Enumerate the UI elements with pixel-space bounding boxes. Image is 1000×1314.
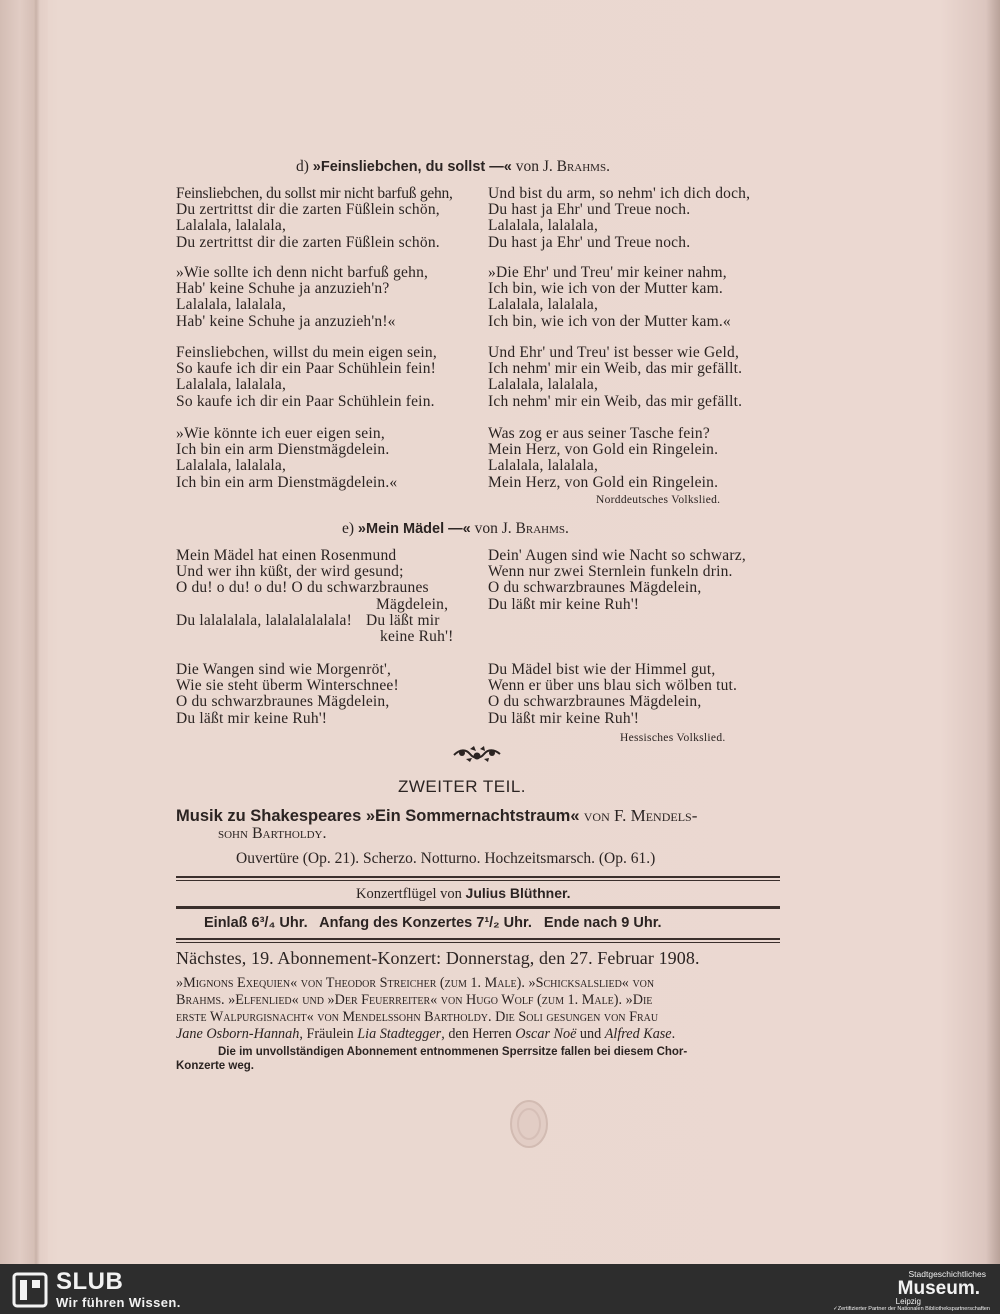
song-e-right-stanza-2 [488,662,737,727]
verse-line: Lalalala, lalalala, [488,457,599,475]
verse-line: Mein Herz, von Gold ein Ringelein. [488,441,719,459]
song-d-left-stanza-4 [176,426,397,491]
song-d-composer: J. Brahms. [542,158,610,175]
verse-line: keine Ruh'! [380,628,454,646]
verse-line: Ich bin ein arm Dienstmägdelein. [176,441,390,459]
verse-line: Wenn er über uns blau sich wölben tut. [488,677,738,695]
program-line: erste Walpurgisnacht« von Mendelssohn Bartholdy. Die Soli gesungen von Frau [176,1009,659,1025]
verse-line: Hab' keine Schuhe ja anzuzieh'n? [176,280,390,298]
song-e-by: von [470,520,502,537]
soloist-name: Lia Stadtegger [357,1026,442,1042]
page-edge-shadow [986,0,1000,1264]
work-title: Musik zu Shakespeares »Ein Sommernachtstraum« [176,807,580,825]
verse-line: O du schwarzbraunes Mägdelein, [488,579,702,597]
piano-note [356,885,571,903]
verse-line: Du Mädel bist wie der Himmel gut, [488,661,716,678]
program-text: und [576,1026,605,1042]
verse-line: Mägdelein, [376,595,449,613]
page-fold [0,0,48,1264]
piano-maker: Julius Blüthner. [465,885,571,901]
work-by-continued: sohn Bartholdy. [218,825,327,842]
verse-line: Und wer ihn küßt, der wird gesund; [176,563,404,581]
part-two-title: ZWEITER TEIL. [398,777,527,796]
song-e-heading [342,520,569,538]
verse-line: Lalalala, lalalala, [488,376,599,394]
verse-line: Du hast ja Ehr' und Treue noch. [488,201,691,219]
song-e-composer: J. Brahms. [501,520,569,537]
song-d-left-stanza-1 [176,186,453,251]
verse-line [176,613,453,629]
next-concert-program [176,975,675,1043]
verse-line: Lalalala, lalalala, [176,217,287,235]
song-d-left-stanza-3 [176,345,437,410]
verse-line: »Wie sollte ich denn nicht barfuß gehn, [176,264,429,281]
verse-line: Mein Herz, von Gold ein Ringelein. [488,473,719,491]
notice-line: Konzerte weg. [176,1060,254,1072]
verse-line: Lalalala, lalalala, [176,376,287,394]
verse-line: O du schwarzbraunes Mägdelein, [488,693,702,711]
verse-line: Feinsliebchen, du sollst mir nicht barfuß gehn, [176,185,453,202]
seat-notice [176,1045,687,1073]
divider [176,876,780,878]
verse-line-part: Du lalalalala, lalalalalalala! [176,611,352,629]
concert-times: Einlaß 6³/₄ Uhr. Anfang des Konzertes 7¹/₂ Uhr. Ende nach 9 Uhr. [204,915,662,931]
work-by: von F. Mendels- [579,806,698,825]
verse-line: Wenn nur zwei Sternlein funkeln drin. [488,563,733,581]
verse-line: Ich bin, wie ich von der Mutter kam.« [488,312,731,330]
verse-line: Du zertrittst dir die zarten Füßlein schön, [176,201,440,219]
footer-bar [0,1264,1000,1314]
verse-line: So kaufe ich dir ein Paar Schühlein fein. [176,392,435,410]
program-text: , Fräulein [299,1026,358,1042]
verse-line: Lalalala, lalalala, [488,296,599,314]
program-line: Brahms. »Elfenlied« und »Der Feuerreiter« von Hugo Wolf (zum 1. Male). »Die [176,992,653,1008]
museum-partner [833,1306,990,1312]
verse-line: Lalalala, lalalala, [176,296,287,314]
verse-line: So kaufe ich dir ein Paar Schühlein fein! [176,360,436,378]
verse-line: Ich nehm' mir ein Weib, das mir gefällt. [488,392,743,410]
verse-line: O du schwarzbraunes Mägdelein, [176,693,390,711]
verse-line: Ich nehm' mir ein Weib, das mir gefällt. [488,360,743,378]
verse-line: Du läßt mir keine Ruh'! [176,709,328,727]
verse-line: Mein Mädel hat einen Rosenmund [176,547,397,564]
verse-line: Du läßt mir keine Ruh'! [488,595,640,613]
verse-line: Ich bin ein arm Dienstmägdelein.« [176,473,398,491]
verse-line: O du! o du! o du! O du schwarzbraunes [176,579,429,597]
verse-line: Dein' Augen sind wie Nacht so schwarz, [488,547,746,564]
song-d-attribution: Norddeutsches Volkslied. [596,494,721,506]
piano-note-prefix: Konzertflügel von [356,886,466,902]
verse-line-part: Du läßt mir [365,611,440,629]
verse-line: Lalalala, lalalala, [176,457,287,475]
song-d-right-stanza-4 [488,426,718,491]
verse-line: Und Ehr' und Treu' ist besser wie Geld, [488,344,740,361]
song-e-right-stanza-1 [488,548,746,613]
program-text: , den Herren [441,1026,516,1042]
song-e-prefix: e) [342,520,358,537]
part-two-work-line [176,806,697,826]
song-d-title: »Feinsliebchen, du sollst —« [312,159,512,175]
soloist-name: Jane Osborn-Hannah [176,1026,300,1042]
museum-name: Museum. [897,1278,980,1299]
song-d-right-stanza-2 [488,265,731,330]
program-line: »Mignons Exequien« von Theodor Streicher (zum 1. Male). »Schicksalslied« von [176,975,655,991]
museum-city: Leipzig [895,1297,921,1306]
song-d-by: von [511,158,543,175]
song-e-left-stanza-2 [176,662,399,727]
check-icon: ✓ [833,1306,838,1312]
divider [176,942,780,943]
soloist-name: Alfred Kase [604,1026,672,1042]
song-d-heading [296,158,610,176]
verse-line: Hab' keine Schuhe ja anzuzieh'n!« [176,312,396,330]
slub-name: SLUB [56,1268,124,1295]
song-d-prefix: d) [296,158,313,175]
verse-line: »Die Ehr' und Treu' mir keiner nahm, [488,264,727,281]
verse-line: Feinsliebchen, willst du mein eigen sein, [176,344,437,361]
song-d-right-stanza-3 [488,345,742,410]
notice-line: Die im unvollständigen Abonnement entnommenen Sperrsitze fallen bei diesem Chor- [218,1046,688,1058]
song-e-attribution: Hessisches Volkslied. [620,732,726,744]
verse-line: Die Wangen sind wie Morgenröt', [176,661,392,678]
slub-logo-icon [12,1272,48,1308]
verse-line: Und bist du arm, so nehm' ich dich doch, [488,185,751,202]
verse-line: Du hast ja Ehr' und Treue noch. [488,233,691,251]
verse-line: »Wie könnte ich euer eigen sein, [176,425,385,442]
program-line [176,1026,675,1043]
divider [176,938,780,940]
song-e-left-stanza-1 [176,548,453,645]
verse-line: Was zog er aus seiner Tasche fein? [488,425,710,442]
divider [176,906,780,909]
song-d-left-stanza-2 [176,265,428,330]
verse-line: Wie sie steht überm Winterschnee! [176,677,399,695]
song-e-title: »Mein Mädel —« [357,521,471,537]
floral-ornament-icon [452,745,502,763]
divider [176,880,780,881]
song-d-right-stanza-1 [488,186,750,251]
program-text: . [671,1026,676,1042]
next-concert-headline: Nächstes, 19. Abonnement-Konzert: Donnerstag, den 27. Februar 1908. [176,948,700,968]
museum-label: Stadtgeschichtliches [908,1269,986,1279]
soloist-name: Oscar Noë [515,1026,577,1042]
embossed-stamp-icon [508,1098,550,1150]
verse-line: Ich bin, wie ich von der Mutter kam. [488,280,723,298]
movements-list: Ouvertüre (Op. 21). Scherzo. Notturno. Hochzeitsmarsch. (Op. 61.) [236,850,656,867]
verse-line: Du zertrittst dir die zarten Füßlein schön. [176,233,440,251]
slub-slogan: Wir führen Wissen. [56,1295,181,1310]
museum-partner-text: Zertifizierter Partner der Nationalen Bibliothekspartnerschaften [837,1306,990,1312]
verse-line: Lalalala, lalalala, [488,217,599,235]
verse-line: Du läßt mir keine Ruh'! [488,709,640,727]
